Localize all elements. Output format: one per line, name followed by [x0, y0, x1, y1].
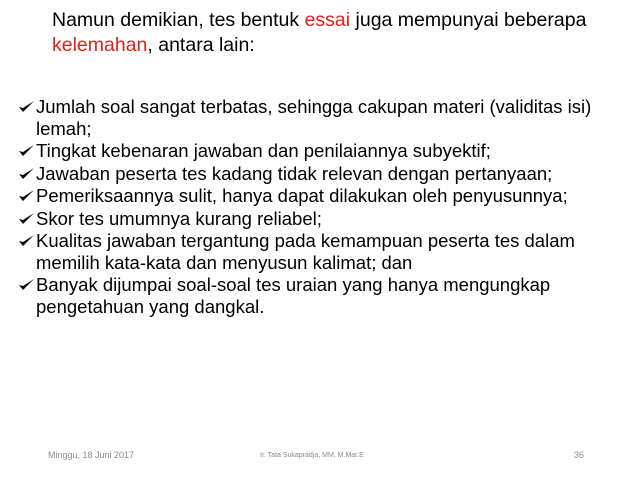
list-item: [18, 274, 628, 317]
weakness-list: [18, 96, 628, 318]
highlight-kelemahan: kelemahan: [52, 34, 148, 56]
list-item-text: Banyak dijumpai soal-soal tes uraian yang hanya mengungkap pengetahuan yang dangkal.: [36, 274, 551, 317]
checkmark-arrow-icon: [18, 100, 35, 114]
checkmark-arrow-icon: [18, 189, 35, 203]
list-item: [18, 140, 628, 162]
list-item: [18, 163, 628, 185]
checkmark-arrow-icon: [18, 212, 35, 226]
checkmark-arrow-icon: [18, 234, 35, 248]
footer-author: Ir. Tata Sukapradja, MM, M.Mar.E: [260, 452, 364, 459]
checkmark-arrow-icon: [18, 167, 35, 181]
intro-text-2: juga mempunyai beberapa: [350, 9, 587, 31]
slide-number: 36: [574, 450, 585, 460]
list-item: [18, 230, 628, 273]
list-item: [18, 96, 628, 139]
intro-text-3: , antara lain:: [147, 34, 255, 56]
checkmark-arrow-icon: [18, 144, 35, 158]
list-item: [18, 185, 628, 207]
intro-paragraph: [52, 8, 622, 58]
list-item-text: Pemeriksaannya sulit, hanya dapat dilakukan oleh penyusunnya;: [36, 185, 568, 206]
highlight-essai: essai: [304, 9, 351, 31]
list-item-text: Jumlah soal sangat terbatas, sehingga cakupan materi (validitas isi) lemah;: [36, 96, 592, 139]
list-item: [18, 208, 628, 230]
checkmark-arrow-icon: [18, 278, 35, 292]
list-item-text: Kualitas jawaban tergantung pada kemampuan peserta tes dalam memilih kata-kata dan menyusun kalimat; dan: [36, 230, 575, 273]
list-item-text: Jawaban peserta tes kadang tidak relevan dengan pertanyaan;: [36, 162, 553, 184]
intro-text-1: Namun demikian, tes bentuk: [52, 9, 305, 31]
list-item-text: Skor tes umumnya kurang reliabel;: [36, 207, 322, 229]
footer-date: Minggu, 18 Juni 2017: [48, 450, 135, 460]
list-item-text: Tingkat kebenaran jawaban dan penilaiannya subyektif;: [36, 140, 491, 161]
